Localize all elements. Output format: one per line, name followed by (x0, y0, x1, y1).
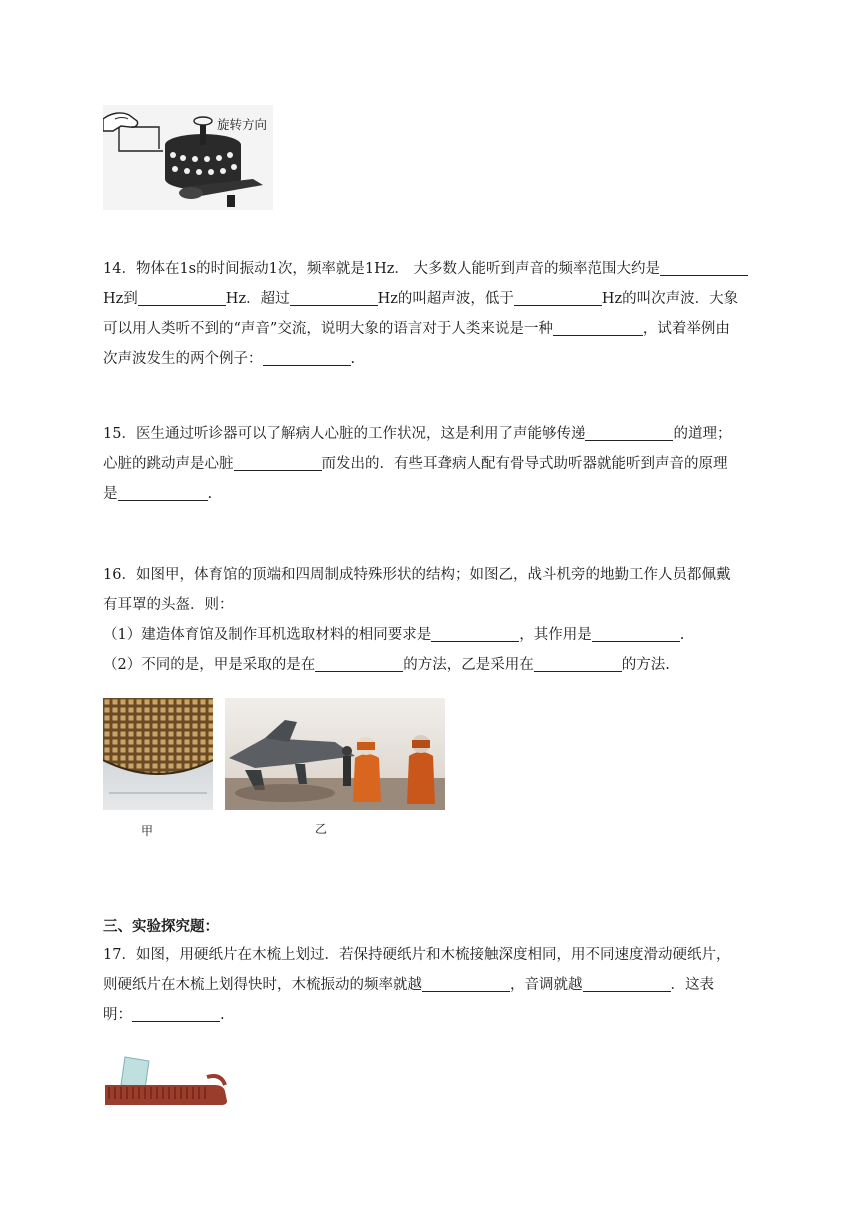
answer-blank[interactable] (118, 483, 208, 501)
ceiling-photo (103, 698, 213, 810)
question-line (103, 1000, 763, 1030)
question-text: 15．医生通过听诊器可以了解病人心脏的工作状况，这是利用了声能够传递 (103, 426, 586, 442)
section-title: 三、实验探究题： (103, 918, 219, 935)
question-line (103, 590, 763, 620)
question-text: Hz．超过 (225, 291, 290, 307)
question-text: 是 (103, 486, 118, 502)
ground-crew-photo (225, 698, 445, 810)
question-line (103, 560, 763, 590)
rotating-gear-figure (103, 105, 273, 210)
answer-blank[interactable] (132, 1004, 220, 1022)
question-15 (103, 419, 763, 509)
question-line (103, 650, 763, 680)
question-line (103, 479, 763, 509)
question-text: 有耳罩的头盔．则： (103, 597, 234, 613)
question-15-lines (103, 419, 763, 509)
answer-blank[interactable] (234, 453, 322, 471)
question-text: 17．如图，用硬纸片在木梳上划过．若保持硬纸片和木梳接触深度相同，用不同速度滑动硬纸片， (103, 947, 731, 963)
question-text: . (220, 1007, 225, 1023)
answer-blank[interactable] (592, 624, 680, 642)
ground-crew-figure (225, 698, 445, 838)
question-line (103, 419, 763, 449)
question-text: . (350, 351, 356, 367)
question-text: 明： (103, 1007, 132, 1023)
question-text: . (207, 486, 213, 502)
comb-illustration (103, 1055, 231, 1109)
question-text: 而发出的．有些耳聋病人配有骨导式助听器就能听到声音的原理 (321, 456, 728, 472)
answer-blank[interactable] (422, 974, 510, 992)
rotation-direction-label: 旋转方向 (217, 117, 268, 132)
question-text: ，音调就越 (510, 977, 583, 993)
answer-blank[interactable] (585, 423, 673, 441)
answer-blank[interactable] (263, 348, 351, 366)
question-17 (103, 940, 763, 1030)
question-17-lines (103, 940, 763, 1030)
question-text: 次声波发生的两个例子： (103, 351, 263, 367)
answer-blank[interactable] (534, 654, 622, 672)
question-text: 可以用人类听不到的“声音”交流，说明大象的语言对于人类来说是一种 (103, 321, 553, 337)
question-text: ．这表 (670, 977, 714, 993)
gymnasium-ceiling-figure (103, 698, 213, 838)
question-14 (103, 254, 763, 374)
question-line (103, 314, 763, 344)
question-text: 心脏的跳动声是心脏 (103, 456, 234, 472)
answer-blank[interactable] (660, 258, 748, 276)
question-line (103, 940, 763, 970)
question-text: ，试着举例由 (642, 321, 730, 337)
question-line (103, 970, 763, 1000)
question-line (103, 620, 763, 650)
comb-figure (103, 1055, 231, 1109)
answer-blank[interactable] (514, 288, 602, 306)
question-text: （1）建造体育馆及制作耳机选取材料的相同要求是 (103, 627, 432, 643)
question-text: 14．物体在1s的时间振动1次，频率就是1Hz． 大多数人能听到声音的频率范围大约是 (103, 261, 660, 277)
answer-blank[interactable] (315, 654, 403, 672)
question-line (103, 344, 763, 374)
question-text: . (679, 627, 685, 643)
answer-blank[interactable] (583, 974, 671, 992)
question-line (103, 284, 763, 314)
answer-blank[interactable] (431, 624, 519, 642)
question-text: 16．如图甲，体育馆的顶端和四周制成特殊形状的结构；如图乙，战斗机旁的地勤工作人员都佩戴 (103, 567, 731, 583)
question-text: 的道理； (673, 426, 732, 442)
question-text: （2）不同的是，甲是采取的是在 (103, 657, 316, 673)
question-text: ，其作用是 (519, 627, 592, 643)
question-16-lines (103, 560, 763, 680)
question-line (103, 449, 763, 479)
question-14-lines (103, 254, 763, 374)
question-text: 的方法，乙是采用在 (403, 657, 534, 673)
question-text: 则硬纸片在木梳上划得快时，木梳振动的频率就越 (103, 977, 422, 993)
question-text: 的方法. (621, 657, 670, 673)
answer-blank[interactable] (553, 318, 643, 336)
caption-jia: 甲 (141, 824, 154, 838)
answer-blank[interactable] (290, 288, 378, 306)
caption-yi: 乙 (315, 822, 328, 836)
question-text: Hz的叫超声波，低于 (377, 291, 514, 307)
question-text: Hz的叫次声波．大象 (601, 291, 739, 307)
answer-blank[interactable] (138, 288, 226, 306)
question-text: Hz到 (103, 291, 138, 307)
question-16 (103, 560, 763, 680)
question-line (103, 254, 763, 284)
